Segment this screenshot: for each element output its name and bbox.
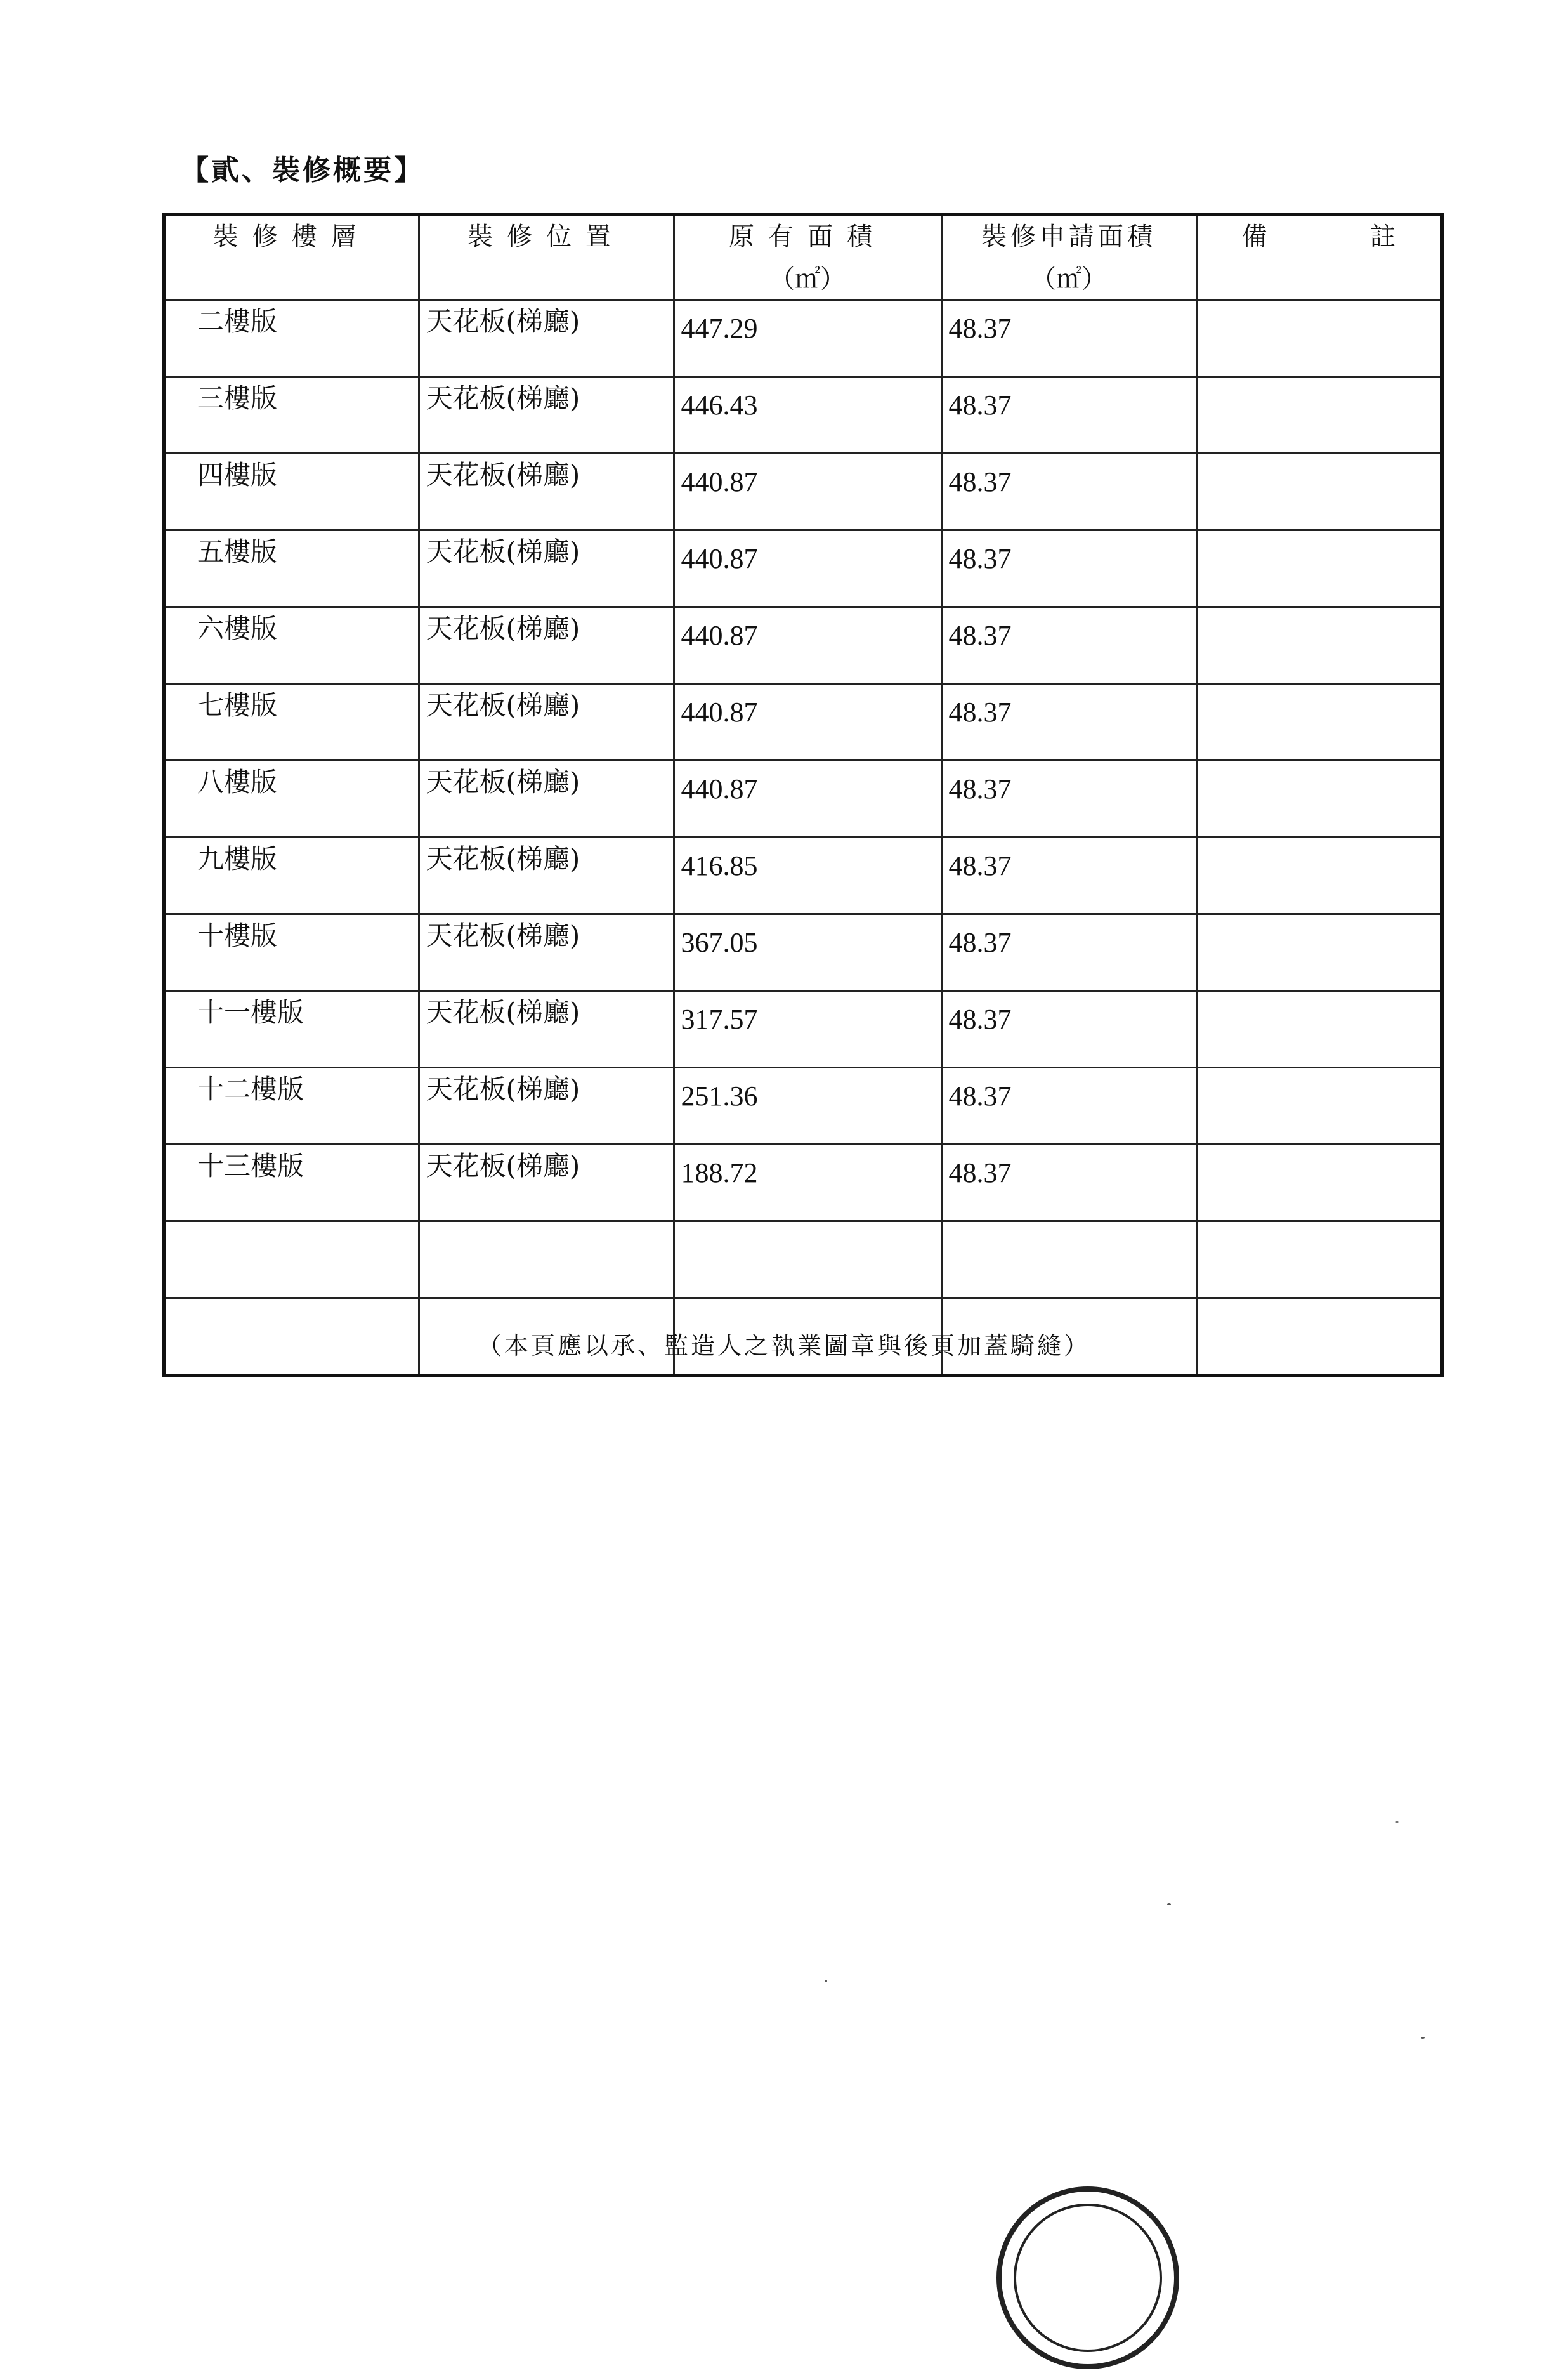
cell-original-area: 440.87 xyxy=(674,607,941,684)
stamp-seal-icon xyxy=(993,2183,1183,2373)
cell-floor xyxy=(164,1221,419,1298)
cell-floor: 十一樓版 xyxy=(164,991,419,1068)
cell-remark xyxy=(1196,377,1442,454)
cell-applied-area: 48.37 xyxy=(941,914,1196,991)
cell-floor: 六樓版 xyxy=(164,607,419,684)
cell-location: 天花板(梯廳) xyxy=(419,761,674,838)
cell-location: 天花板(梯廳) xyxy=(419,838,674,914)
cell-location: 天花板(梯廳) xyxy=(419,300,674,377)
cell-remark xyxy=(1196,684,1442,761)
cell-location: 天花板(梯廳) xyxy=(419,914,674,991)
cell-applied-area: 48.37 xyxy=(941,761,1196,838)
cell-remark xyxy=(1196,607,1442,684)
cell-applied-area xyxy=(941,1221,1196,1298)
table-row xyxy=(164,377,1442,454)
table-row xyxy=(164,454,1442,530)
cell-remark xyxy=(1196,1145,1442,1221)
cell-remark xyxy=(1196,914,1442,991)
header-original-area-unit: （㎡） xyxy=(769,265,846,294)
table-row xyxy=(164,1068,1442,1145)
cell-original-area: 440.87 xyxy=(674,761,941,838)
cell-original-area: 446.43 xyxy=(674,377,941,454)
cell-original-area: 188.72 xyxy=(674,1145,941,1221)
cell-original-area: 440.87 xyxy=(674,684,941,761)
cell-remark xyxy=(1196,1068,1442,1145)
table-row xyxy=(164,530,1442,607)
table-row xyxy=(164,684,1442,761)
cell-original-area: 440.87 xyxy=(674,530,941,607)
header-location xyxy=(419,214,674,300)
cell-original-area: 367.05 xyxy=(674,914,941,991)
cell-remark xyxy=(1196,300,1442,377)
header-applied-area xyxy=(941,214,1196,300)
cell-floor: 九樓版 xyxy=(164,838,419,914)
cell-remark xyxy=(1196,838,1442,914)
cell-original-area xyxy=(674,1221,941,1298)
cell-original-area: 251.36 xyxy=(674,1068,941,1145)
cell-remark xyxy=(1196,761,1442,838)
cell-applied-area: 48.37 xyxy=(941,530,1196,607)
renovation-summary-table xyxy=(162,213,1444,1377)
cell-location: 天花板(梯廳) xyxy=(419,607,674,684)
cell-applied-area: 48.37 xyxy=(941,454,1196,530)
cell-applied-area: 48.37 xyxy=(941,1068,1196,1145)
cell-floor: 七樓版 xyxy=(164,684,419,761)
header-original-area xyxy=(674,214,941,300)
cell-applied-area: 48.37 xyxy=(941,684,1196,761)
header-floor-label: 裝修樓層 xyxy=(212,222,370,251)
cell-floor: 二樓版 xyxy=(164,300,419,377)
section-title: 【貳、裝修概要】 xyxy=(181,154,424,187)
cell-original-area: 440.87 xyxy=(674,454,941,530)
cell-location: 天花板(梯廳) xyxy=(419,991,674,1068)
cell-location: 天花板(梯廳) xyxy=(419,684,674,761)
header-original-area-label: 原有面積 xyxy=(729,222,886,251)
cell-applied-area: 48.37 xyxy=(941,300,1196,377)
header-remark-a: 備 xyxy=(1241,222,1267,251)
cell-location xyxy=(419,1221,674,1298)
header-applied-area-label: 裝修申請面積 xyxy=(981,222,1156,251)
scan-speck xyxy=(1167,1903,1171,1905)
cell-remark xyxy=(1196,1221,1442,1298)
header-location-label: 裝修位置 xyxy=(467,222,625,251)
cell-remark xyxy=(1196,454,1442,530)
scan-speck xyxy=(825,1980,827,1982)
cell-applied-area: 48.37 xyxy=(941,1145,1196,1221)
footer-note: （本頁應以承、監造人之執業圖章與後頁加蓋騎縫） xyxy=(477,1332,1090,1360)
cell-applied-area: 48.37 xyxy=(941,991,1196,1068)
scan-speck xyxy=(1421,2037,1425,2039)
scan-speck xyxy=(1395,1821,1399,1823)
cell-original-area: 416.85 xyxy=(674,838,941,914)
table-row xyxy=(164,607,1442,684)
table-row xyxy=(164,914,1442,991)
table-row xyxy=(164,761,1442,838)
cell-floor: 八樓版 xyxy=(164,761,419,838)
cell-applied-area: 48.37 xyxy=(941,377,1196,454)
cell-remark xyxy=(1196,991,1442,1068)
header-floor xyxy=(164,214,419,300)
header-remark-b: 註 xyxy=(1370,222,1395,251)
cell-original-area: 317.57 xyxy=(674,991,941,1068)
cell-applied-area: 48.37 xyxy=(941,838,1196,914)
table-header-row xyxy=(164,214,1442,300)
cell-location: 天花板(梯廳) xyxy=(419,530,674,607)
cell-remark xyxy=(1196,530,1442,607)
cell-floor: 四樓版 xyxy=(164,454,419,530)
table-row xyxy=(164,1221,1442,1298)
cell-location: 天花板(梯廳) xyxy=(419,1068,674,1145)
cell-location: 天花板(梯廳) xyxy=(419,1145,674,1221)
cell-location: 天花板(梯廳) xyxy=(419,377,674,454)
cell-floor: 十三樓版 xyxy=(164,1145,419,1221)
table-row xyxy=(164,300,1442,377)
cell-floor: 三樓版 xyxy=(164,377,419,454)
cell-floor: 十樓版 xyxy=(164,914,419,991)
table-row xyxy=(164,991,1442,1068)
header-remark xyxy=(1196,214,1442,300)
table-body xyxy=(164,300,1442,1376)
cell-location: 天花板(梯廳) xyxy=(419,454,674,530)
table-row xyxy=(164,838,1442,914)
cell-applied-area: 48.37 xyxy=(941,607,1196,684)
header-applied-area-unit: （㎡） xyxy=(1031,265,1107,294)
cell-floor: 十二樓版 xyxy=(164,1068,419,1145)
cell-original-area: 447.29 xyxy=(674,300,941,377)
cell-floor: 五樓版 xyxy=(164,530,419,607)
table-row xyxy=(164,1145,1442,1221)
